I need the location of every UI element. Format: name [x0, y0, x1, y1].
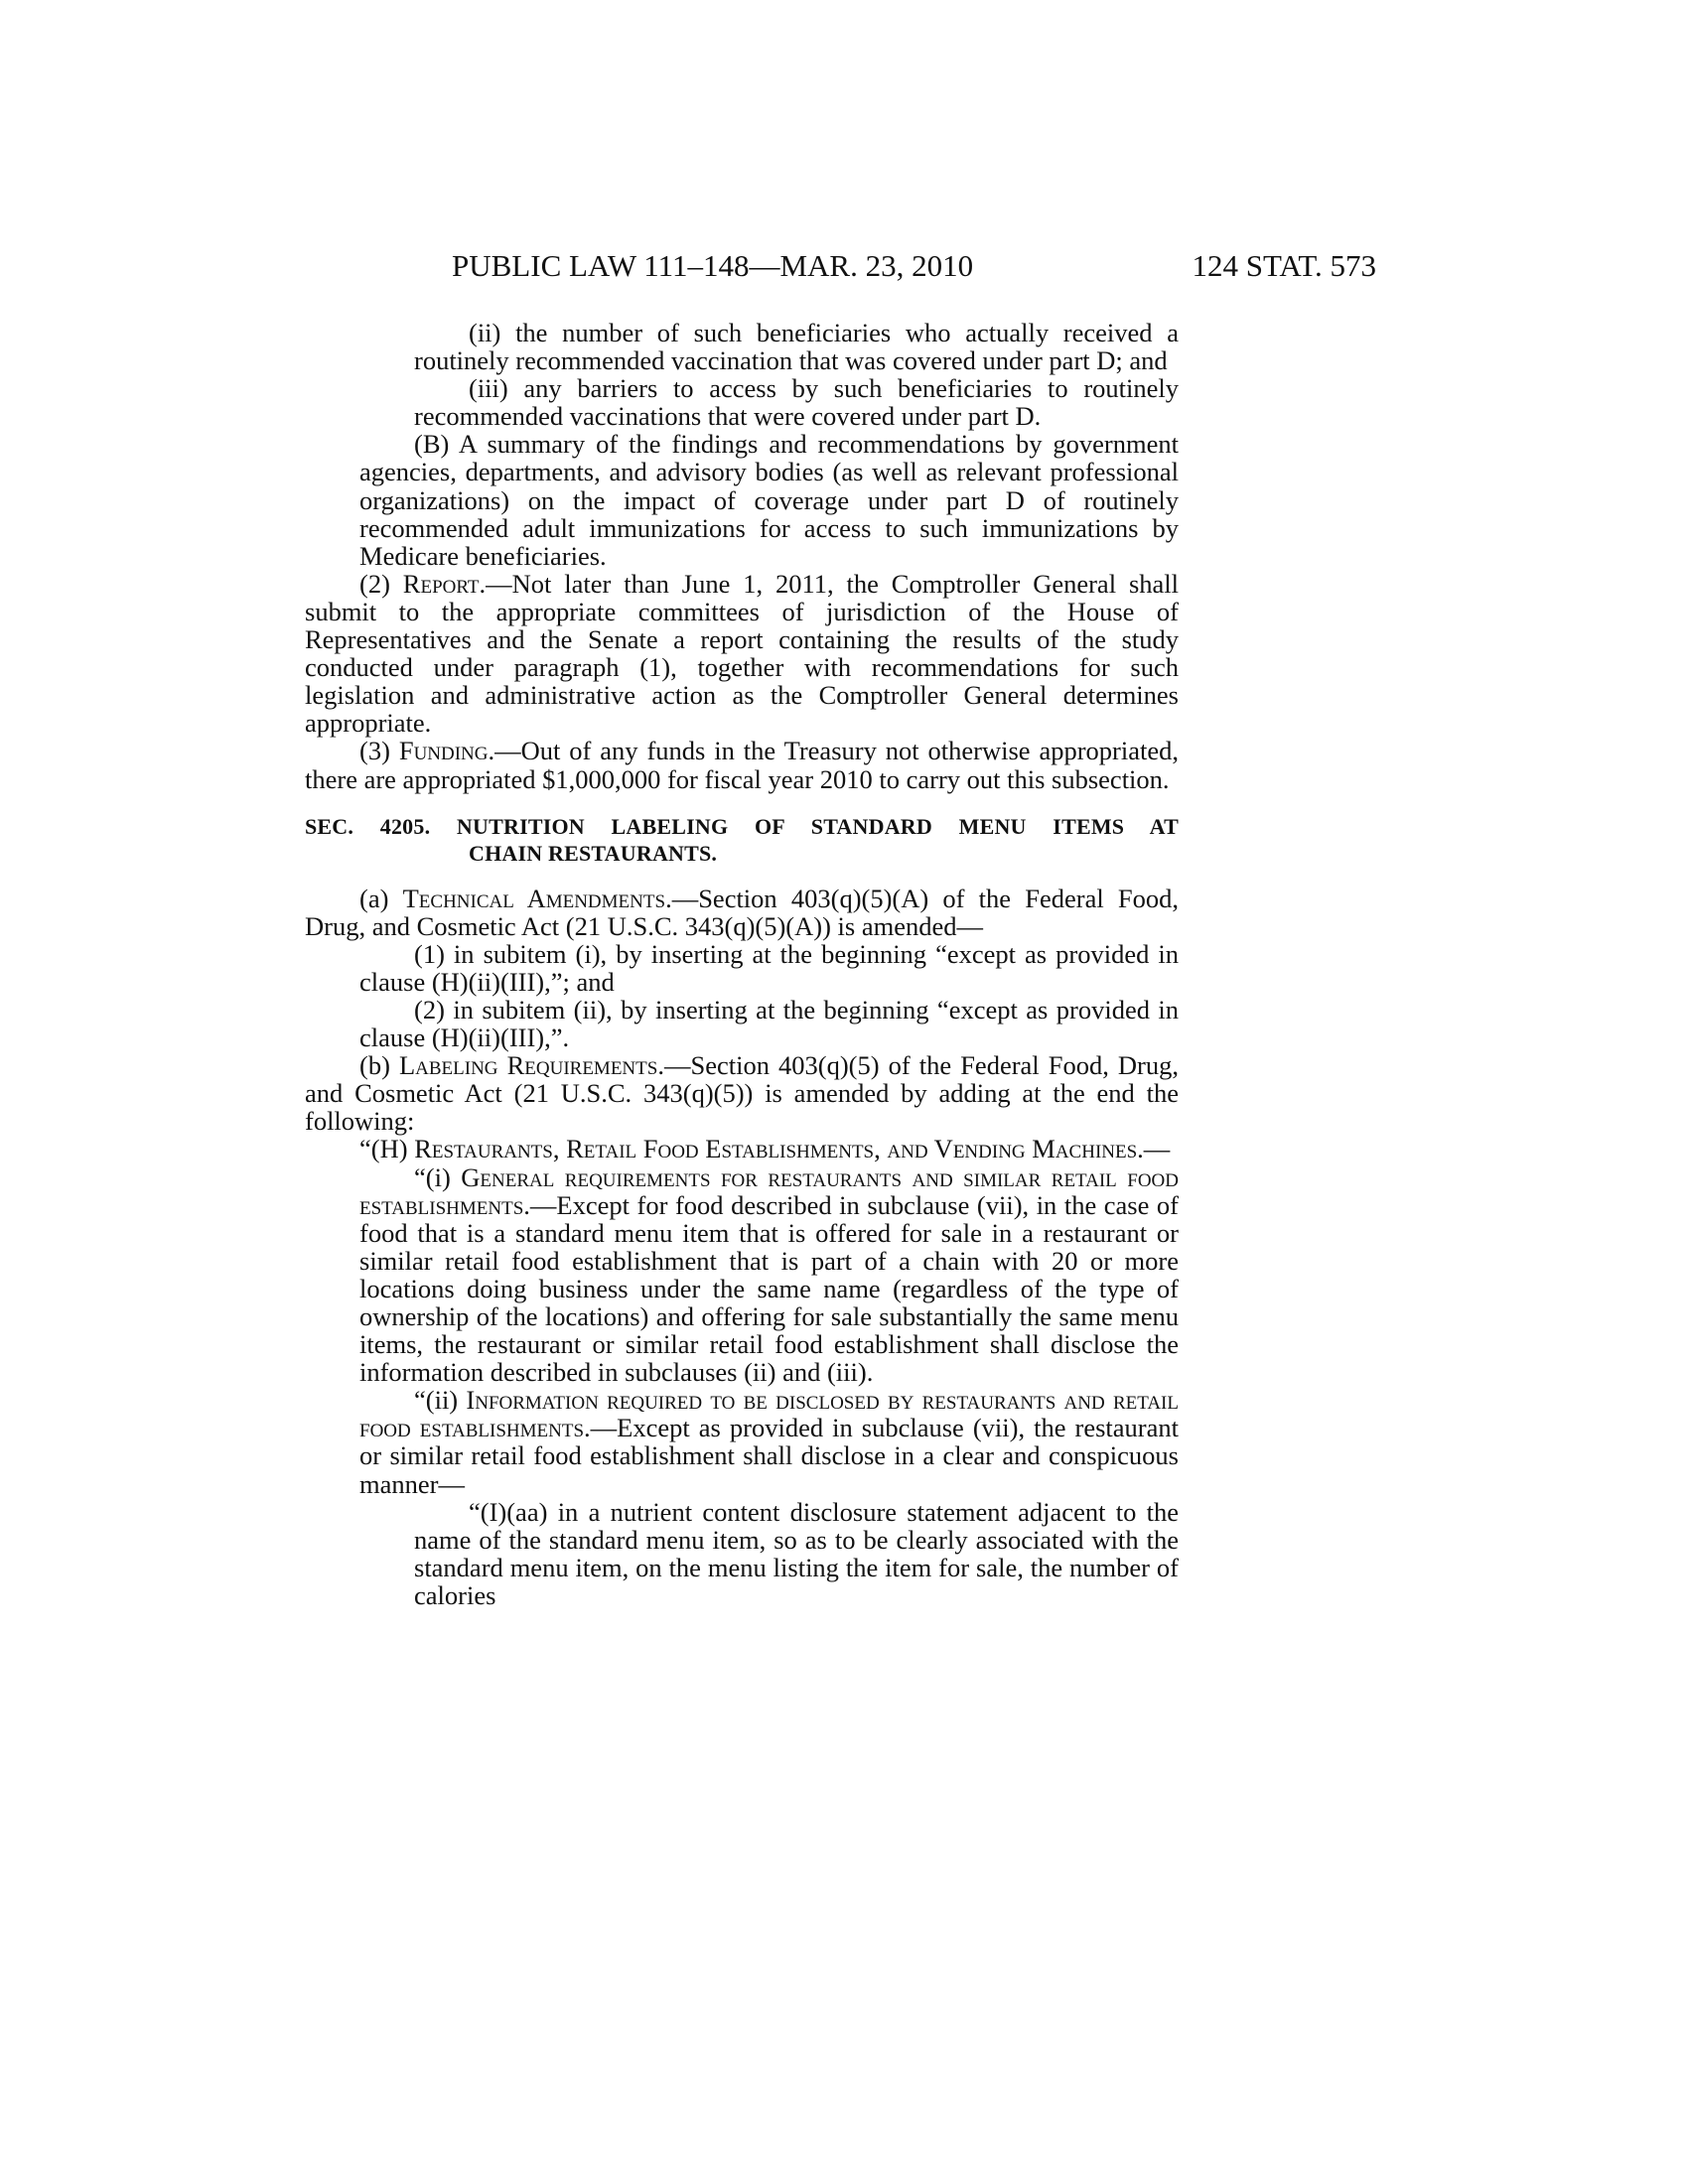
paragraph-text: .—: [1137, 1134, 1171, 1164]
paragraph-text: .—Out of any funds in the Treasury not otherwise appropriated, there are appropriated $1,000,000 for fiscal year 2010 to carry out this subsection.: [305, 736, 1179, 794]
section-heading-line-2: CHAIN RESTAURANTS.: [469, 840, 718, 866]
paragraph-clause-iii: (iii) any barriers to access by such beneficiaries to routinely recommended vaccinations that were covered under part D.: [414, 373, 1179, 432]
paragraph-number: (2): [359, 568, 403, 599]
paragraph-subpara-b: (B) A summary of the findings and recommendations by government agencies, departments, and advisory bodies (as well as relevant professional organizations) on the impact of coverage under part D of routinely recommended adult immunizations for access to such immunizations by Medicare beneficiaries.: [359, 429, 1179, 571]
paragraph-technical-amendments: [305, 885, 1179, 940]
section-heading-line-1: SEC. 4205. NUTRITION LABELING OF STANDARD MENU ITEMS AT: [305, 813, 1179, 839]
paragraph-number: “(ii): [414, 1385, 467, 1416]
paragraph-heading: General requirements for restaurants and similar retail food establishments: [359, 1161, 1179, 1220]
paragraph-item-2: (2) in subitem (ii), by inserting at the beginning “except as provided in clause (H)(ii)(III),”.: [359, 994, 1179, 1053]
statute-body: [305, 319, 1179, 1609]
running-head: [452, 246, 1376, 286]
paragraph-number: (a): [359, 883, 403, 913]
paragraph-heading: Restaurants, Retail Food Establishments, and Vending Machines: [414, 1134, 1138, 1164]
paragraph-text: .—Except for food described in subclause (vii), in the case of food that is a standard menu item that is offered for sale in a restaurant or similar retail food establishment that is part of a chain with 20 or more locations doing business under the same name (regardless of the type of ownership of the locations) and offering for sale substantially the same menu items, the restaurant or similar retail food establishment shall disclose the information described in subclauses (ii) and (iii).: [359, 1189, 1179, 1388]
paragraph-text: .—Not later than June 1, 2011, the Comptroller General shall submit to the appropriate committees of jurisdiction of the House of Representatives and the Senate a report containing the results of the study conducted under paragraph (1), together with recommendations for such legislation and administrative action as the Comptroller General determines appropriate.: [305, 568, 1179, 739]
paragraph-report: [305, 570, 1179, 738]
paragraph-number: “(H): [359, 1134, 415, 1164]
paragraph-labeling-requirements: [305, 1051, 1179, 1135]
paragraph-text: .—Section 403(q)(5)(A) of the Federal Food, Drug, and Cosmetic Act (21 U.S.C. 343(q)(5)(A)) is amended—: [305, 883, 1179, 941]
paragraph-number: (3): [359, 736, 399, 766]
paragraph-funding: [305, 737, 1179, 792]
running-head-stat-page: 124 STAT. 573: [1192, 248, 1376, 283]
paragraph-number: “(i): [414, 1161, 462, 1192]
paragraph-heading: Information required to be disclosed by restaurants and retail food establishments: [359, 1385, 1179, 1443]
paragraph-heading: Technical Amendments: [402, 883, 666, 913]
paragraph-heading: Report: [402, 568, 480, 599]
section-heading: [305, 813, 1179, 867]
paragraph-heading: Funding: [398, 736, 489, 766]
paragraph-number: (b): [359, 1050, 399, 1081]
paragraph-clause-ii: (ii) the number of such beneficiaries who actually received a routinely recommended vaccination that was covered under part D; and: [414, 318, 1179, 376]
running-head-title: PUBLIC LAW 111–148—MAR. 23, 2010: [452, 248, 974, 283]
paragraph-text: .—Section 403(q)(5) of the Federal Food, Drug, and Cosmetic Act (21 U.S.C. 343(q)(5)) is amended by adding at the end the following:: [305, 1050, 1179, 1137]
paragraph-information-required: [359, 1386, 1179, 1497]
paragraph-item-1: (1) in subitem (i), by inserting at the beginning “except as provided in clause (H)(ii)(III),”; and: [359, 938, 1179, 997]
paragraph-subclause-i-aa: “(I)(aa) in a nutrient content disclosure statement adjacent to the name of the standard menu item, so as to be clearly associated with the standard menu item, on the menu listing the item for sale, the number of calories: [414, 1496, 1179, 1610]
paragraph-text: .—Except as provided in subclause (vii), the restaurant or similar retail food establishment shall disclose in a clear and conspicuous manner—: [359, 1413, 1179, 1499]
paragraph-heading: Labeling Requirements: [398, 1050, 658, 1081]
paragraph-general-requirements: [359, 1163, 1179, 1387]
paragraph-subsection-h: [305, 1135, 1179, 1162]
